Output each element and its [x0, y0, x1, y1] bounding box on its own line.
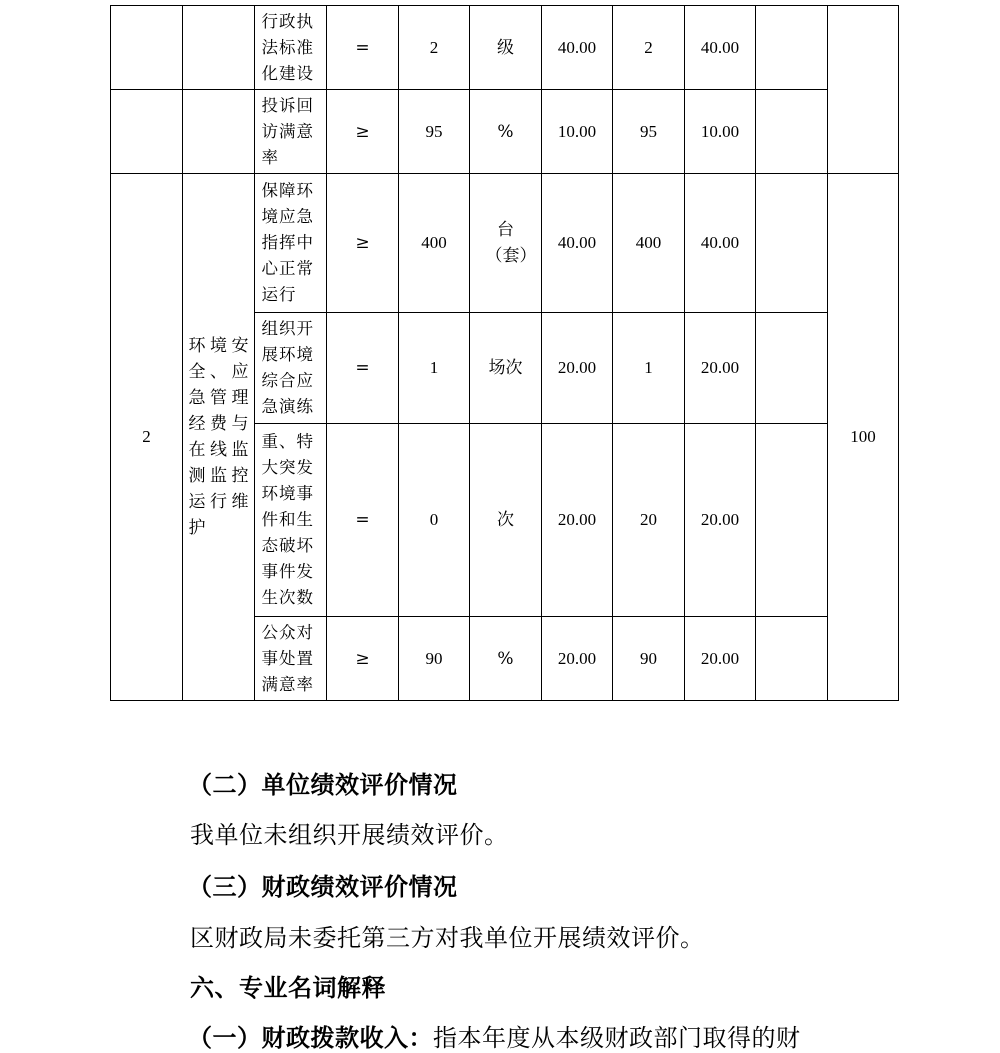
performance-table — [110, 5, 899, 701]
target-cell: 90 — [399, 617, 470, 701]
note-cell — [756, 90, 828, 174]
score-cell: 10.00 — [685, 90, 756, 174]
target-cell: 0 — [399, 424, 470, 617]
score-cell: 40.00 — [685, 174, 756, 313]
weight-cell: 40.00 — [542, 6, 613, 90]
target-cell: 1 — [399, 313, 470, 424]
project-cell-empty — [183, 6, 255, 90]
weight-cell: 20.00 — [542, 313, 613, 424]
score-cell: 20.00 — [685, 424, 756, 617]
weight-cell: 40.00 — [542, 174, 613, 313]
operator-cell: = — [327, 424, 399, 617]
indicator-cell: 行政执法标准化建设 — [255, 6, 327, 90]
actual-cell: 1 — [613, 313, 685, 424]
section-3-body: 区财政局未委托第三方对我单位开展绩效评价。 — [190, 924, 705, 952]
operator-cell: ≥ — [327, 174, 399, 313]
total-cell-empty — [828, 6, 899, 174]
unit-cell: % — [470, 617, 542, 701]
table-row — [111, 90, 899, 174]
section-6-heading: 六、专业名词解释 — [190, 973, 386, 1002]
unit-cell: 场次 — [470, 313, 542, 424]
seq-cell-empty — [111, 90, 183, 174]
section-2-heading: （二）单位绩效评价情况 — [188, 770, 458, 799]
indicator-cell: 公众对事处置满意率 — [255, 617, 327, 701]
indicator-cell: 组织开展环境综合应急演练 — [255, 313, 327, 424]
note-cell — [756, 6, 828, 90]
score-cell: 20.00 — [685, 313, 756, 424]
section-6-item-1 — [188, 1018, 801, 1053]
actual-cell: 90 — [613, 617, 685, 701]
term-label: （一）财政拨款收入： — [188, 1023, 433, 1052]
operator-cell: ≥ — [327, 617, 399, 701]
indicator-cell: 投诉回访满意率 — [255, 90, 327, 174]
project-name-cell: 环境安全、应急管理经费与在线监测监控运行维护 — [183, 174, 255, 701]
unit-cell: % — [470, 90, 542, 174]
operator-cell: = — [327, 313, 399, 424]
weight-cell: 20.00 — [542, 617, 613, 701]
seq-cell: 2 — [111, 174, 183, 701]
note-cell — [756, 617, 828, 701]
seq-cell-empty — [111, 6, 183, 90]
term-definition: 指本年度从本级财政部门取得的财 — [433, 1024, 801, 1052]
table-row — [111, 6, 899, 90]
target-cell: 2 — [399, 6, 470, 90]
actual-cell: 20 — [613, 424, 685, 617]
target-cell: 400 — [399, 174, 470, 313]
table-row — [111, 174, 899, 313]
note-cell — [756, 174, 828, 313]
weight-cell: 10.00 — [542, 90, 613, 174]
total-score-cell: 100 — [828, 174, 899, 701]
section-2-body: 我单位未组织开展绩效评价。 — [190, 821, 509, 849]
unit-cell: 台（套） — [470, 174, 542, 313]
indicator-cell: 重、特大突发环境事件和生态破坏事件发生次数 — [255, 424, 327, 617]
note-cell — [756, 424, 828, 617]
weight-cell: 20.00 — [542, 424, 613, 617]
actual-cell: 2 — [613, 6, 685, 90]
unit-cell: 次 — [470, 424, 542, 617]
unit-cell: 级 — [470, 6, 542, 90]
score-cell: 40.00 — [685, 6, 756, 90]
operator-cell: = — [327, 6, 399, 90]
section-3-heading: （三）财政绩效评价情况 — [188, 872, 458, 901]
score-cell: 20.00 — [685, 617, 756, 701]
actual-cell: 400 — [613, 174, 685, 313]
actual-cell: 95 — [613, 90, 685, 174]
target-cell: 95 — [399, 90, 470, 174]
operator-cell: ≥ — [327, 90, 399, 174]
note-cell — [756, 313, 828, 424]
indicator-cell: 保障环境应急指挥中心正常运行 — [255, 174, 327, 313]
project-cell-empty — [183, 90, 255, 174]
